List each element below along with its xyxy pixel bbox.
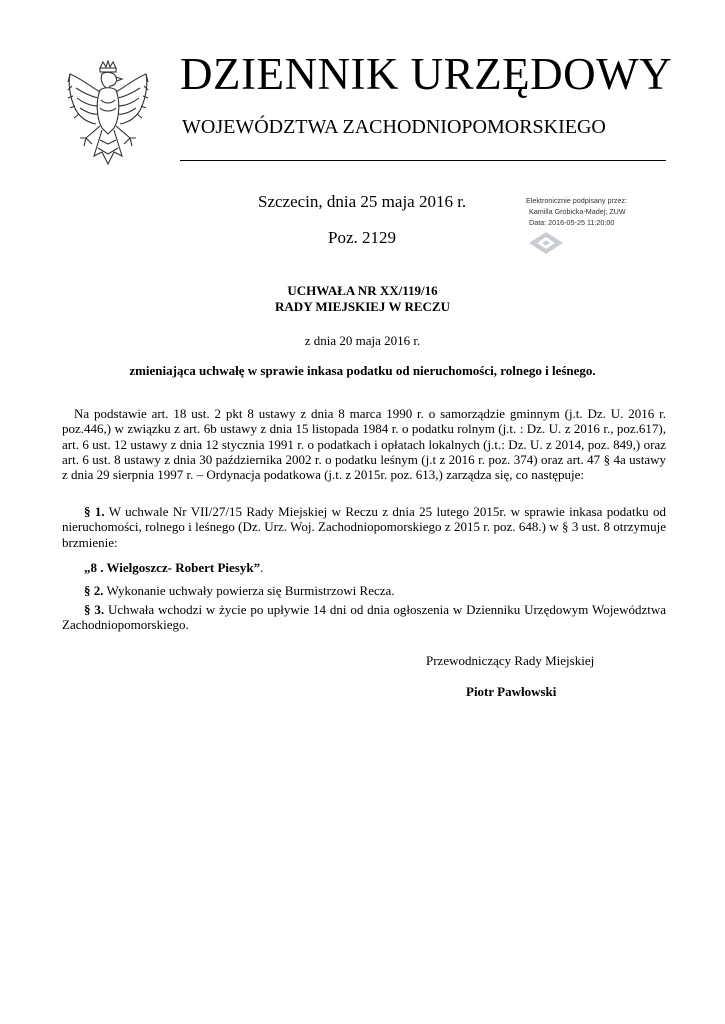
paragraph-1 <box>62 504 666 550</box>
paragraph-1-label: § 1. <box>84 504 105 519</box>
position-number: Poz. 2129 <box>328 228 396 247</box>
signature-line-3: Data: 2016-05-25 11:20:00 <box>529 218 615 227</box>
paragraph-3-text: Uchwała wchodzi w życie po upływie 14 dni od dnia ogłoszenia w Dzienniku Urzędowym Województwa Zachodniopomorskiego. <box>62 602 667 633</box>
signature-stamp-icon <box>527 230 565 256</box>
signer-role: Przewodniczący Rady Miejskiej <box>426 653 595 668</box>
paragraph-3 <box>62 602 666 633</box>
signature-line-1: Elektronicznie podpisany przez: <box>526 196 628 205</box>
electronic-signature-note <box>526 195 676 228</box>
quote-text: „8 . Wielgoszcz- Robert Piesyk” <box>84 560 261 575</box>
paragraph-1-text: W uchwale Nr VII/27/15 Rady Miejskiej w Reczu z dnia 25 lutego 2015r. w sprawie inkasa podatku od nieruchomości, rolnego i leśnego (Dz. Urz. Woj. Zachodniopomorskiego z 2015 r. poz. 648.) w § 3 ust. 8 otrzymuje brzmienie: <box>62 504 666 550</box>
paragraph-3-label: § 3. <box>84 602 105 617</box>
journal-title: DZIENNIK URZĘDOWY <box>180 49 673 99</box>
resolution-date: z dnia 20 maja 2016 r. <box>304 333 421 348</box>
signature-line-2: Kamilla Grobicka-Madej; ZUW <box>529 207 626 216</box>
quote-tail: . <box>260 560 264 575</box>
journal-subtitle: WOJEWÓDZTWA ZACHODNIOPOMORSKIEGO <box>182 116 606 138</box>
amended-provision-quote <box>84 560 666 575</box>
resolution-subject: zmieniająca uchwałę w sprawie inkasa podatku od nieruchomości, rolnego i leśnego. <box>129 363 596 378</box>
signer-name: Piotr Pawłowski <box>466 684 557 699</box>
paragraph-2-label: § 2. <box>84 583 104 598</box>
publication-date: Szczecin, dnia 25 maja 2016 r. <box>258 192 467 211</box>
legal-basis-paragraph: Na podstawie art. 18 ust. 2 pkt 8 ustawy z dnia 8 marca 1990 r. o samorządzie gminnym (j.t. Dz. U. 2016 r. poz.446,) w związku z art. 6b ustawy z dnia 15 listopada 1984 r. o podatku rolnym (j.t. : Dz. U. z 2016 r., poz.617), art. 6 ust. 12 ustawy z dnia 12 stycznia 1991 r. o podatkach i opłatach lokalnych (j.t.: Dz. U. z 2014, poz. 849,) oraz art. 6 ust. 8 ustawy z dnia 30 października 2002 r. o podatku leśnym (j.t z 2016 r. poz. 374) oraz art. 47 § 4a ustawy z dnia 29 sierpnia 1997 r. – Ordynacja podatkowa (j.t. z 2015r. poz. 613,) zarządza się, co następuje: <box>62 406 666 483</box>
resolution-issuer: RADY MIEJSKIEJ W RECZU <box>275 299 450 314</box>
resolution-number: UCHWAŁA NR XX/119/16 <box>287 283 438 298</box>
paragraph-2 <box>62 583 666 598</box>
polish-eagle-emblem-icon <box>62 60 154 178</box>
header-divider <box>180 160 666 161</box>
paragraph-2-text: Wykonanie uchwały powierza się Burmistrzowi Recza. <box>103 583 395 598</box>
